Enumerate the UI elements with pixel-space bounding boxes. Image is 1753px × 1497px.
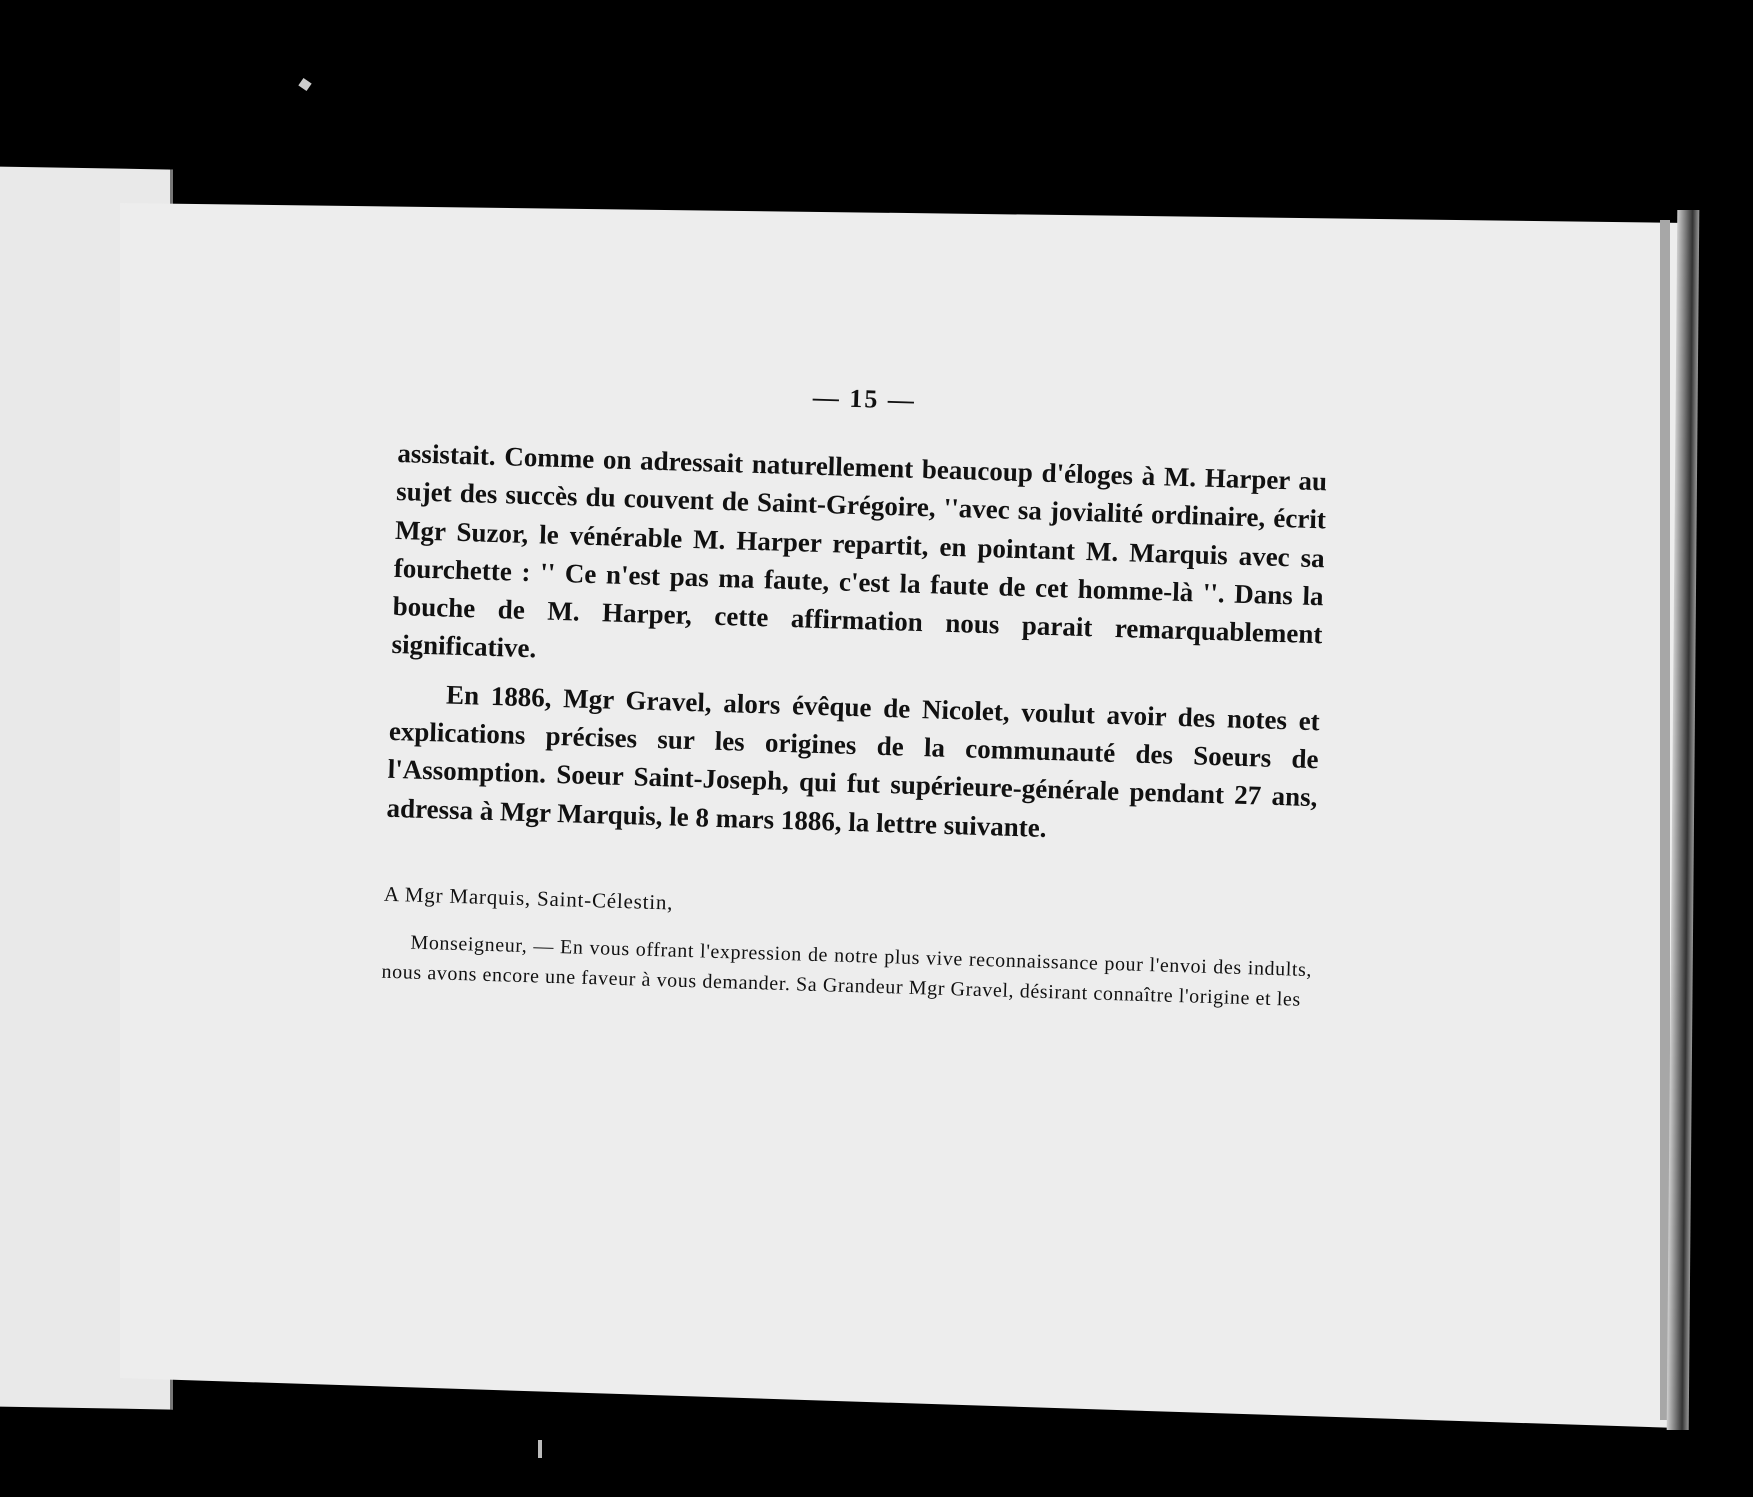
scan-speck [298,78,311,91]
letter-address: A Mgr Marquis, Saint-Célestin, [383,881,674,915]
page-number: — 15 — [812,382,917,415]
scan-speck-bottom [538,1440,542,1458]
paragraph-2: En 1886, Mgr Gravel, alors évêque de Nicolet, voulut avoir des notes et explications précises sur les origines de la communauté des Soeurs de l'Assomption. Soeur Saint-Joseph, qui fut supérieure-générale pendant 27 ans, adressa à Mgr Marquis, le 8 mars 1886, la lettre suivante. [386,679,1321,843]
page-text-block [381,370,1329,1015]
letter-body: Monseigneur, — En vous offrant l'expression de notre plus vive reconnaissance pour l'envoi des indults, nous avons encore une faveur à vous demander. Sa Grandeur Mgr Gravel, désirant connaître l'origine et les [381,931,1313,1011]
paragraph-1: assistait. Comme on adressait naturellement beaucoup d'éloges à M. Harper au sujet des succès du couvent de Saint-Grégoire, ''avec sa jovialité ordinaire, écrit Mgr Suzor, le vénérable M. Harper repartit, en pointant M. Marquis avec sa fourchette : '' Ce n'est pas ma faute, c'est la faute de cet homme-là ''. Dans la bouche de M. Harper, cette affirmation nous parait remarquablement significative. [391,437,1328,664]
